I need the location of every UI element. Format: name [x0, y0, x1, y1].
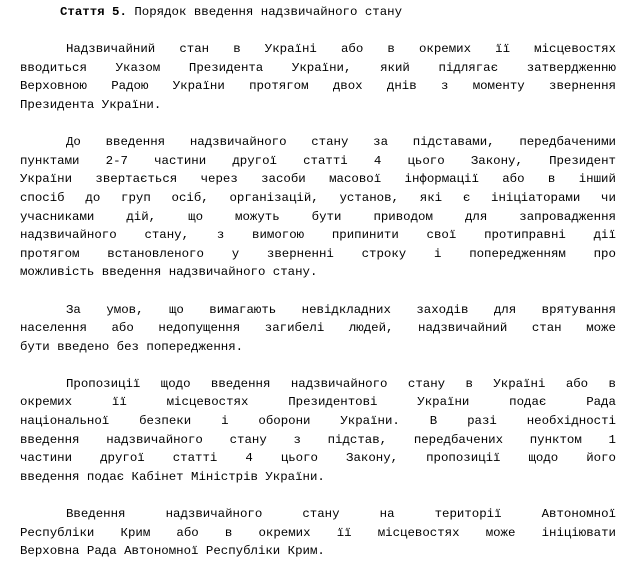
article-heading: [60, 3, 616, 22]
paragraph-line: пунктами 2-7 частини другої статті 4 цього Закону, Президент: [20, 153, 616, 168]
paragraph-gap: [20, 115, 616, 134]
paragraph-line: До введення надзвичайного стану за підставами, передбаченими: [66, 135, 616, 150]
paragraph-line: вводиться Указом Президента України, який підлягає затвердженню: [20, 60, 616, 75]
paragraph-line: населення або недопущення загибелі людей, надзвичайний стан може: [20, 321, 616, 336]
paragraph-1: [20, 40, 616, 114]
paragraph-line: учасниками дій, що можуть бути приводом для запровадження: [20, 209, 616, 224]
paragraph-line: введення надзвичайного стану з підстав, передбачених пунктом 1: [20, 432, 616, 447]
paragraph-line: Введення надзвичайного стану на території Автономної: [66, 507, 616, 522]
paragraph-gap: [20, 22, 616, 41]
paragraph-line: За умов, що вимагають невідкладних заходів для врятування: [66, 302, 616, 317]
paragraph-line: Надзвичайний стан в Україні або в окремих її місцевостях: [66, 42, 616, 57]
paragraph-2: [20, 133, 616, 282]
paragraph-line: спосіб до груп осіб, організацій, установ, які є ініціаторами чи: [20, 190, 616, 205]
paragraph-line: частини другої статті 4 цього Закону, пропозиції щодо його: [20, 451, 616, 466]
paragraph-line: національної безпеки і оборони України. В разі необхідності: [20, 414, 616, 429]
paragraph-line: можливість введення надзвичайного стану.: [20, 265, 318, 280]
paragraph-4: [20, 375, 616, 487]
paragraph-line: Республіки Крим або в окремих її місцевостях може ініціювати: [20, 525, 616, 540]
paragraph-5: [20, 505, 616, 561]
paragraph-line: бути введено без попередження.: [20, 339, 244, 354]
paragraph-3: [20, 301, 616, 357]
paragraph-line: Пропозиції щодо введення надзвичайного стану в Україні або в: [66, 376, 616, 391]
article-paragraphs: [20, 22, 616, 561]
paragraph-gap: [20, 356, 616, 375]
paragraph-line: надзвичайного стану, з вимогою припинити свої протиправні дії: [20, 228, 616, 243]
paragraph-line: окремих її місцевостях Президентові України подає Рада: [20, 395, 616, 410]
paragraph-gap: [20, 282, 616, 301]
paragraph-gap: [20, 486, 616, 505]
paragraph-line: введення подає Кабінет Міністрів України.: [20, 469, 325, 484]
paragraph-line: Верховна Рада Автономної Республіки Крим.: [20, 544, 325, 559]
article-title: Порядок введення надзвичайного стану: [134, 5, 403, 19]
document-body: [20, 3, 616, 561]
paragraph-line: Президента України.: [20, 97, 162, 112]
paragraph-line: України звертається через засоби масової інформації або в інший: [20, 172, 616, 187]
paragraph-line: протягом встановленого у зверненні строку і попередженням про: [20, 246, 616, 261]
paragraph-line: Верховною Радою України протягом двох днів з моменту звернення: [20, 79, 616, 94]
article-label: Стаття 5.: [60, 5, 127, 19]
